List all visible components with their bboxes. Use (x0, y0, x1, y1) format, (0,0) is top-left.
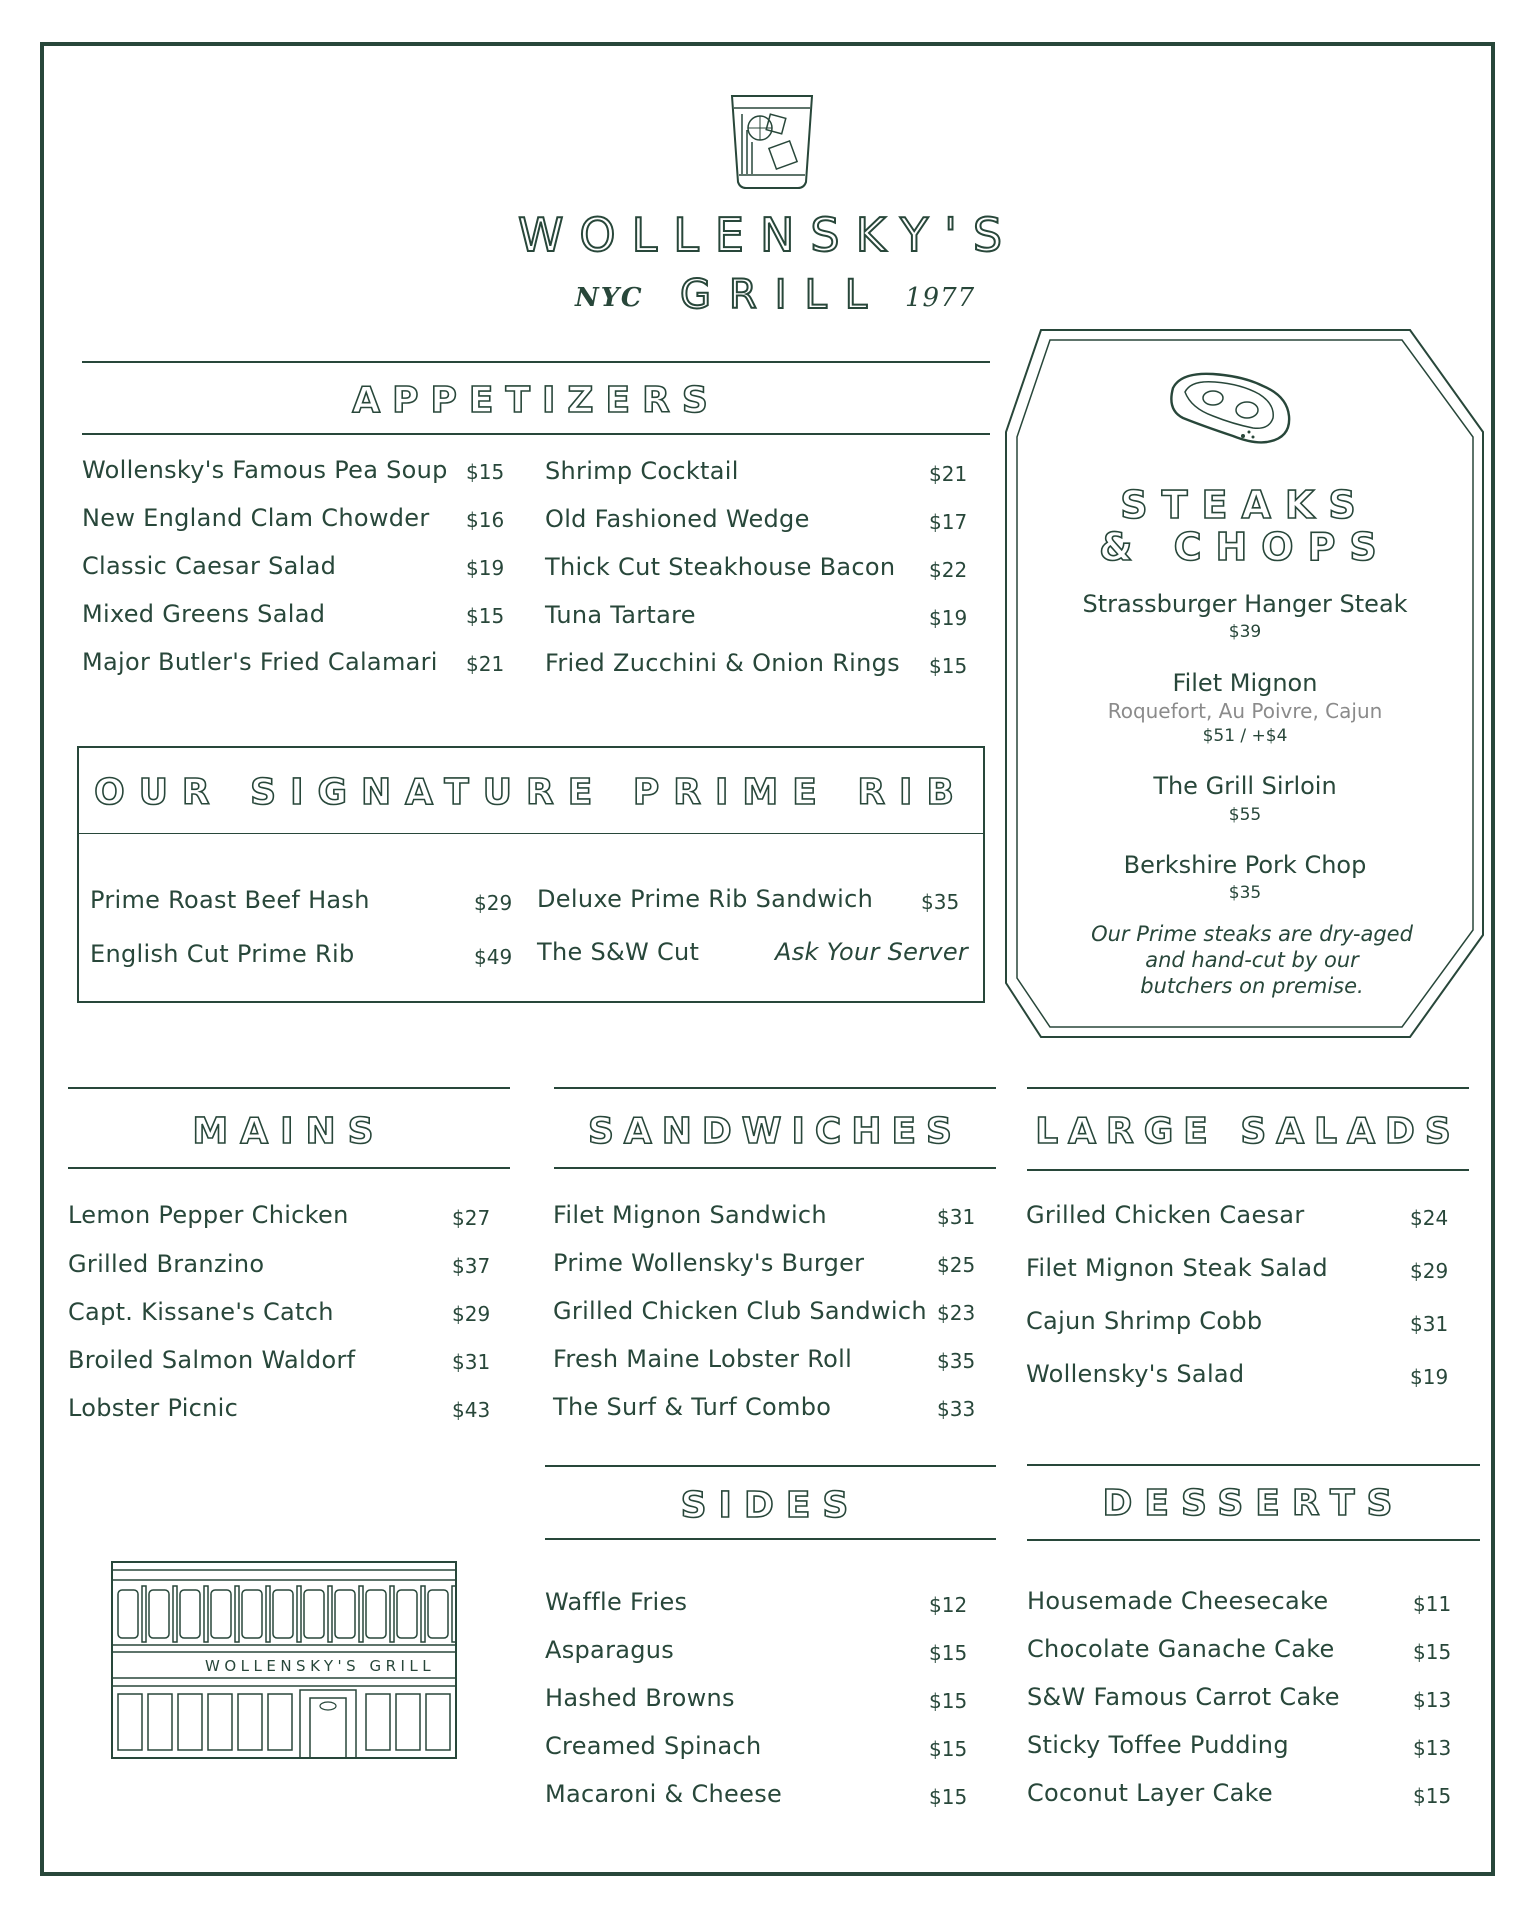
sandwich-item-price: $35 (937, 1349, 976, 1373)
appetizer-item-price: $15 (929, 654, 968, 678)
storefront-lower-window (118, 1694, 142, 1750)
storefront-column (235, 1586, 239, 1642)
storefront-lower-window (426, 1694, 450, 1750)
storefront-sign: WOLLENSKY'S GRILL (205, 1657, 436, 1675)
prime-rib-ask-server: Ask Your Server (775, 938, 969, 966)
mains-item-name: Lemon Pepper Chicken (68, 1201, 349, 1229)
sandwich-item-name: Fresh Maine Lobster Roll (553, 1345, 853, 1373)
storefront-upper-window (335, 1590, 355, 1638)
storefront-upper-window (180, 1590, 200, 1638)
sandwich-item-name: Filet Mignon Sandwich (553, 1201, 827, 1229)
storefront-column (266, 1586, 270, 1642)
appetizer-item-name: Wollensky's Famous Pea Soup (82, 456, 448, 484)
steak-item-price: $35 (1228, 883, 1262, 903)
storefront-column (204, 1586, 208, 1642)
salad-item-name: Grilled Chicken Caesar (1026, 1201, 1305, 1229)
storefront-upper-window (304, 1590, 324, 1638)
side-item-price: $12 (929, 1593, 968, 1617)
salad-item-price: $24 (1410, 1206, 1449, 1230)
storefront-lower-window (148, 1694, 172, 1750)
appetizer-item-price: $17 (929, 510, 968, 534)
storefront-column (421, 1586, 425, 1642)
side-item-name: Hashed Browns (545, 1684, 735, 1712)
appetizer-item-price: $22 (929, 558, 968, 582)
steak-item-name: Filet Mignon (1172, 669, 1318, 697)
steak-item-price: $51 / +$4 (1202, 726, 1288, 746)
prime-rib-item-price: $29 (474, 891, 513, 915)
storefront-column (452, 1586, 456, 1642)
storefront-column (359, 1586, 363, 1642)
prime-rib-item-name: The S&W Cut (537, 938, 700, 966)
storefront-lower-window (366, 1694, 390, 1750)
mains-item-price: $37 (452, 1254, 491, 1278)
mains-item-price: $31 (452, 1350, 491, 1374)
dessert-item-name: Sticky Toffee Pudding (1027, 1731, 1289, 1759)
side-item-price: $15 (929, 1737, 968, 1761)
storefront-column (173, 1586, 177, 1642)
mains-title: MAINS (192, 1111, 386, 1152)
steaks-footnote-line1: Our Prime steaks are dry-aged (1091, 922, 1413, 946)
salad-item-price: $19 (1410, 1365, 1449, 1389)
storefront-upper-window (273, 1590, 293, 1638)
side-item-price: $15 (929, 1689, 968, 1713)
storefront-upper-window (397, 1590, 417, 1638)
side-item-price: $15 (929, 1641, 968, 1665)
sandwich-item-price: $31 (937, 1205, 976, 1229)
dessert-item-price: $11 (1413, 1592, 1452, 1616)
storefront-upper-window (211, 1590, 231, 1638)
appetizer-item-price: $19 (466, 556, 505, 580)
mains-item-price: $43 (452, 1398, 491, 1422)
sides-bottom-rule (545, 1538, 996, 1540)
dessert-item-price: $13 (1413, 1736, 1452, 1760)
dessert-item-name: Housemade Cheesecake (1027, 1587, 1329, 1615)
sides-title: SIDES (680, 1485, 861, 1526)
dessert-item-price: $15 (1413, 1784, 1452, 1808)
appetizer-item-price: $16 (466, 508, 505, 532)
sandwiches-top-rule (554, 1087, 996, 1089)
side-item-name: Macaroni & Cheese (545, 1780, 783, 1808)
storefront-lower-window (268, 1694, 292, 1750)
prime-rib-item-name: Deluxe Prime Rib Sandwich (537, 885, 874, 913)
appetizer-item-name: Fried Zucchini & Onion Rings (545, 649, 900, 677)
desserts-top-rule (1027, 1464, 1480, 1466)
brand-name-line2: GRILL (680, 272, 886, 318)
storefront-upper-window (366, 1590, 386, 1638)
steak-item-price: $55 (1228, 805, 1262, 825)
appetizer-item-price: $19 (929, 606, 968, 630)
sandwich-item-name: The Surf & Turf Combo (553, 1393, 832, 1421)
side-item-name: Waffle Fries (545, 1588, 688, 1616)
mains-item-name: Broiled Salmon Waldorf (68, 1346, 356, 1374)
appetizer-item-price: $21 (466, 652, 505, 676)
appetizer-item-name: Classic Caesar Salad (82, 552, 337, 580)
appetizer-item-name: Mixed Greens Salad (82, 600, 326, 628)
storefront-lower-window (396, 1694, 420, 1750)
dessert-item-name: Coconut Layer Cake (1027, 1779, 1273, 1807)
storefront-upper-window (118, 1590, 138, 1638)
steaks-footnote-line2: and hand-cut by our (1145, 948, 1359, 972)
appetizer-item-name: Major Butler's Fried Calamari (82, 648, 438, 676)
salad-item-name: Cajun Shrimp Cobb (1026, 1307, 1263, 1335)
side-item-name: Asparagus (545, 1636, 675, 1664)
storefront-lower-window (208, 1694, 232, 1750)
sandwich-item-price: $25 (937, 1253, 976, 1277)
salad-item-price: $31 (1410, 1312, 1449, 1336)
prime-rib-title: OUR SIGNATURE PRIME RIB (94, 772, 968, 813)
dessert-item-name: Chocolate Ganache Cake (1027, 1635, 1335, 1663)
brand-year: 1977 (905, 283, 976, 313)
storefront-column (390, 1586, 394, 1642)
desserts-bottom-rule (1027, 1539, 1480, 1541)
brand-city: NYC (575, 283, 644, 313)
prime-rib-item-price: $35 (921, 890, 960, 914)
sandwiches-title: SANDWICHES (588, 1111, 962, 1152)
appetizer-item-price: $15 (466, 604, 505, 628)
mains-item-name: Lobster Picnic (68, 1394, 239, 1422)
salad-item-price: $29 (1410, 1259, 1449, 1283)
steaks-footnote-line3: butchers on premise. (1140, 974, 1364, 998)
appetizer-item-name: Thick Cut Steakhouse Bacon (545, 553, 896, 581)
mains-bottom-rule (68, 1167, 510, 1169)
steak-icon (1163, 366, 1293, 446)
prime-rib-item-name: English Cut Prime Rib (90, 940, 355, 968)
mains-item-price: $27 (452, 1206, 491, 1230)
storefront-column (297, 1586, 301, 1642)
dessert-item-price: $15 (1413, 1640, 1452, 1664)
side-item-name: Creamed Spinach (545, 1732, 762, 1760)
storefront-lower-window (238, 1694, 262, 1750)
appetizer-item-price: $21 (929, 462, 968, 486)
prime-rib-item-price: $49 (474, 945, 513, 969)
desserts-title: DESSERTS (1102, 1483, 1405, 1524)
steak-item-name: The Grill Sirloin (1153, 772, 1337, 800)
brand-name-line1: WOLLENSKY'S (517, 208, 1019, 262)
mains-item-price: $29 (452, 1302, 491, 1326)
sandwich-item-price: $23 (937, 1301, 976, 1325)
mains-top-rule (68, 1087, 510, 1089)
steak-item-name: Berkshire Pork Chop (1123, 851, 1367, 879)
dessert-item-name: S&W Famous Carrot Cake (1027, 1683, 1340, 1711)
storefront-column (142, 1586, 146, 1642)
steak-item-note: Roquefort, Au Poivre, Cajun (1107, 699, 1383, 723)
prime-rib-item-name: Prime Roast Beef Hash (90, 886, 370, 914)
mains-item-name: Capt. Kissane's Catch (68, 1298, 334, 1326)
sandwich-item-name: Grilled Chicken Club Sandwich (553, 1297, 927, 1325)
appetizer-item-name: Shrimp Cocktail (545, 457, 739, 485)
large-salads-top-rule (1027, 1087, 1469, 1089)
large-salads-title: LARGE SALADS (1035, 1111, 1461, 1152)
steak-item-name: Strassburger Hanger Steak (1082, 590, 1408, 618)
appetizer-item-name: Tuna Tartare (545, 601, 696, 629)
appetizer-item-price: $15 (466, 460, 505, 484)
salad-item-name: Wollensky's Salad (1026, 1360, 1245, 1388)
sandwich-item-name: Prime Wollensky's Burger (553, 1249, 865, 1277)
storefront-upper-window (149, 1590, 169, 1638)
salad-item-name: Filet Mignon Steak Salad (1026, 1254, 1328, 1282)
appetizer-item-name: New England Clam Chowder (82, 504, 430, 532)
dessert-item-price: $13 (1413, 1688, 1452, 1712)
storefront-lower-window (178, 1694, 202, 1750)
steaks-title-line1: STEAKS (1120, 483, 1370, 527)
storefront-upper-window (242, 1590, 262, 1638)
large-salads-bottom-rule (1027, 1169, 1469, 1171)
sandwich-item-price: $33 (937, 1397, 976, 1421)
steaks-title-line2: & CHOPS (1099, 525, 1391, 569)
mains-item-name: Grilled Branzino (68, 1250, 265, 1278)
appetizers-title: APPETIZERS (352, 380, 720, 421)
sandwiches-bottom-rule (554, 1167, 996, 1169)
storefront-upper-window (428, 1590, 448, 1638)
appetizer-item-name: Old Fashioned Wedge (545, 505, 810, 533)
side-item-price: $15 (929, 1785, 968, 1809)
steak-item-price: $39 (1228, 622, 1262, 642)
storefront-column (328, 1586, 332, 1642)
sides-top-rule (545, 1465, 996, 1467)
